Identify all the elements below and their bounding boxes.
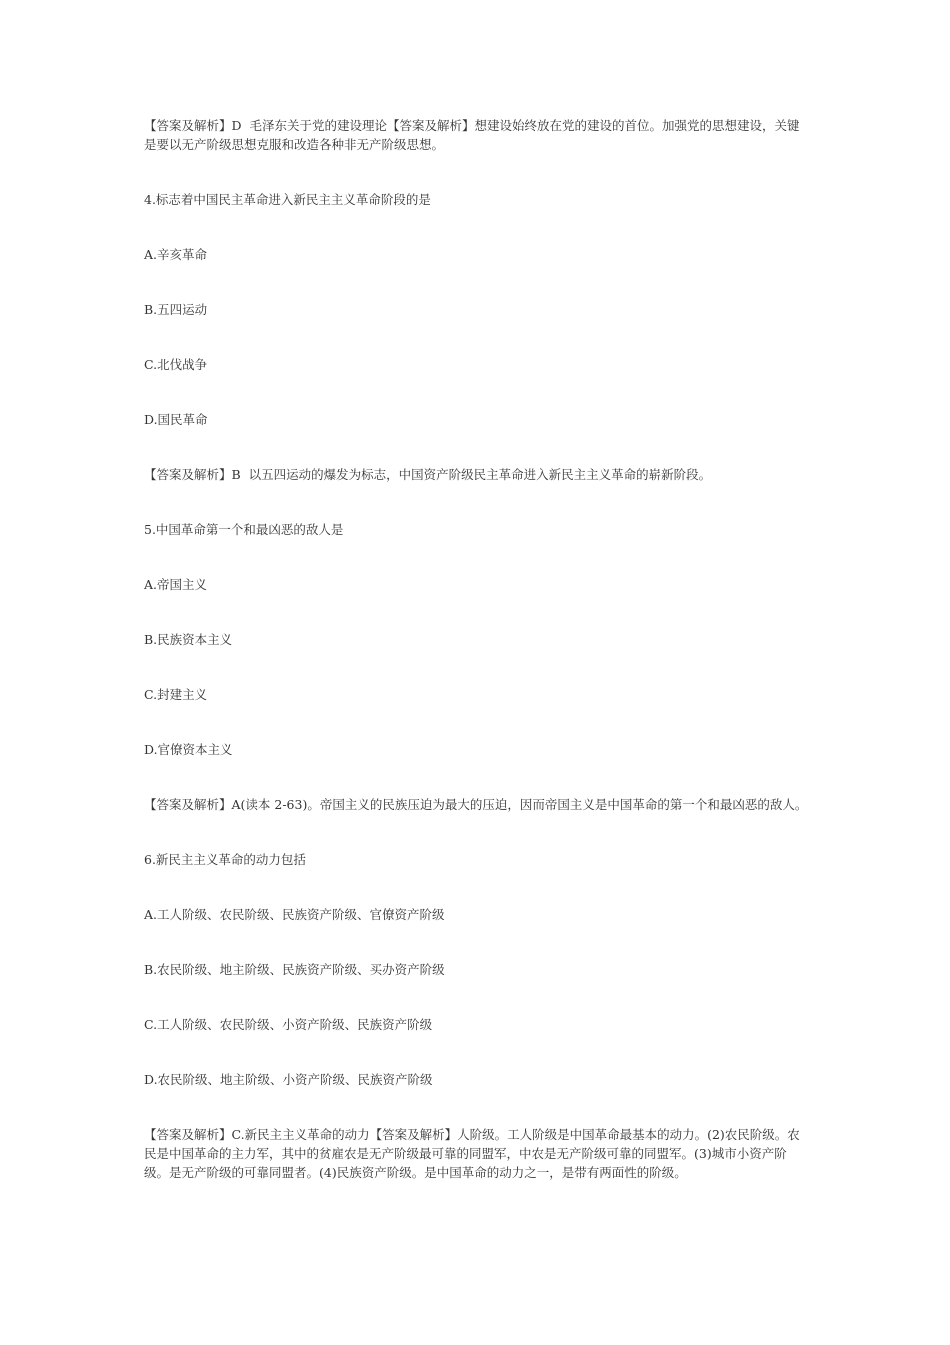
question-6-option-a: A.工人阶级、农民阶级、民族资产阶级、官僚资产阶级: [144, 907, 445, 922]
question-5-option-d: D.官僚资本主义: [144, 742, 233, 757]
answer-explanation-5: 【答案及解析】A(读本 2-63)。帝国主义的民族压迫为最大的压迫，因而帝国主义是中国革命的第一个和最凶恶的敌人。: [144, 797, 808, 812]
question-4-option-a: A.辛亥革命: [144, 247, 208, 262]
document-body: [144, 116, 808, 1182]
question-4-option-c: C.北伐战争: [144, 357, 208, 372]
answer-explanation-4: 【答案及解析】B 以五四运动的爆发为标志，中国资产阶级民主革命进入新民主主义革命的崭新阶段。: [144, 467, 712, 482]
question-5-option-b: B.民族资本主义: [144, 632, 233, 647]
question-6: 6.新民主主义革命的动力包括: [144, 852, 306, 867]
question-4: 4.标志着中国民主革命进入新民主主义革命阶段的是: [144, 192, 431, 207]
question-5-option-a: A.帝国主义: [144, 577, 208, 592]
question-5-option-c: C.封建主义: [144, 687, 208, 702]
answer-explanation-6: 【答案及解析】C.新民主主义革命的动力【答案及解析】人阶级。工人阶级是中国革命最基本的动力。(2)农民阶级。农民是中国革命的主力军，其中的贫雇农是无产阶级最可靠的同盟军，中农是无产阶级可靠的同盟军。(3)城市小资产阶级。是无产阶级的可靠同盟者。(4)民族资产阶级。是中国革命的动力之一，是带有两面性的阶级。: [144, 1127, 800, 1180]
question-6-option-d: D.农民阶级、地主阶级、小资产阶级、民族资产阶级: [144, 1072, 433, 1087]
question-5: 5.中国革命第一个和最凶恶的敌人是: [144, 522, 344, 537]
question-4-option-b: B.五四运动: [144, 302, 208, 317]
question-6-option-b: B.农民阶级、地主阶级、民族资产阶级、买办资产阶级: [144, 962, 445, 977]
question-4-option-d: D.国民革命: [144, 412, 208, 427]
answer-explanation-3: 【答案及解析】D 毛泽东关于党的建设理论【答案及解析】想建设始终放在党的建设的首位。加强党的思想建设，关键是要以无产阶级思想克服和改造各种非无产阶级思想。: [144, 118, 800, 152]
question-6-option-c: C.工人阶级、农民阶级、小资产阶级、民族资产阶级: [144, 1017, 433, 1032]
